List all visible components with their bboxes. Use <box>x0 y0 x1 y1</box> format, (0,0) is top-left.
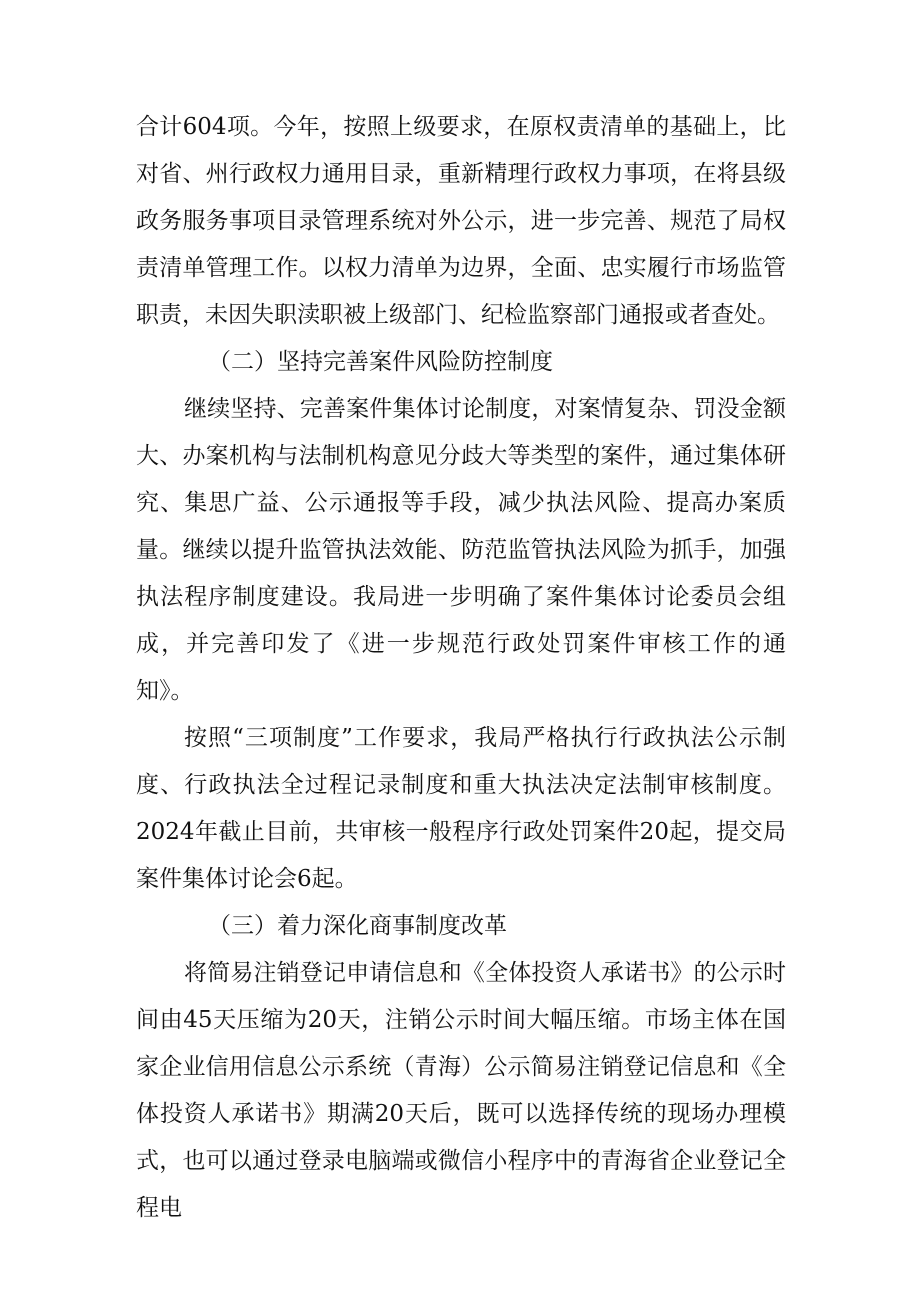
paragraph-simple-deregistration: 将简易注销登记申请信息和《全体投资人承诺书》的公示时间由45天压缩为20天，注销公示时间大幅压缩。市场主体在国家企业信用信息公示系统（青海）公示简易注销登记信息和《全体投资人承诺书》期满20天后，既可以选择传统的现场办理模式，也可以通过登录电脑端或微信小程序中的青海省企业登记全程电 <box>136 960 786 1221</box>
paragraph-three-systems: 按照“三项制度”工作要求，我局严格执行行政执法公示制度、行政执法全过程记录制度和重大执法决定法制审核制度。2024年截止目前，共审核一般程序行政处罚案件20起，提交局案件集体讨论会6起。 <box>136 725 786 892</box>
section-heading-3: （三）着力深化商事制度改革 <box>208 913 507 939</box>
paragraph-case-discussion: 继续坚持、完善案件集体讨论制度，对案情复杂、罚没金额大、办案机构与法制机构意见分歧大等类型的案件，通过集体研究、集思广益、公示通报等手段，减少执法风险、提高办案质量。继续以提升监管执法效能、防范监管执法风险为抓手，加强执法程序制度建设。我局进一步明确了案件集体讨论委员会组成，并完善印发了《进一步规范行政处罚案件审核工作的通知》。 <box>136 396 786 704</box>
paragraph-continuation: 合计604项。今年，按照上级要求，在原权责清单的基础上，比对省、州行政权力通用目录，重新精理行政权力事项，在将县级政务服务事项目录管理系统对外公示，进一步完善、规范了局权责清单管理工作。以权力清单为边界，全面、忠实履行市场监管职责，未因失职渎职被上级部门、纪检监察部门通报或者查处。 <box>136 114 786 328</box>
document-body <box>136 104 786 1232</box>
section-heading-2: （二）坚持完善案件风险防控制度 <box>208 349 553 375</box>
